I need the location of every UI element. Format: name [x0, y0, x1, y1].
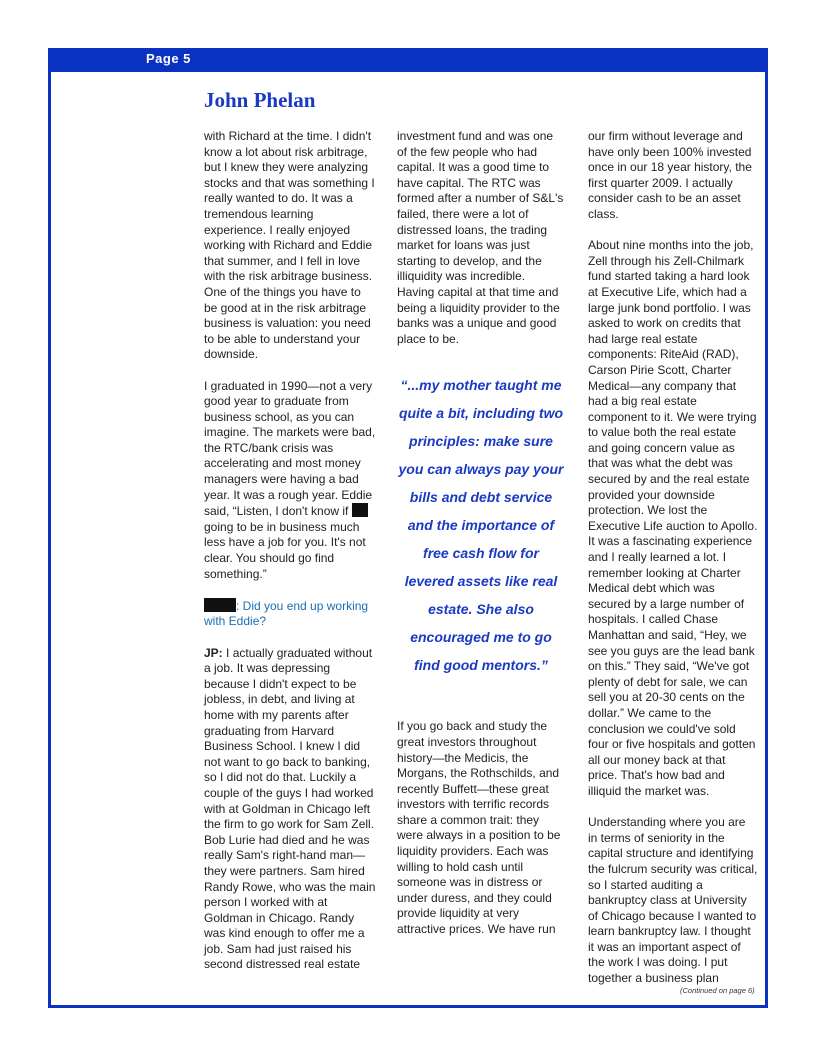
paragraph: If you go back and study the great investors throughout history—the Medicis, the Morgans, the Rothschilds, and recently Buffett—these great investors with terrific records share a common trait: they were always in a position to be liquidity providers. Each was willing to hold cash until someone was in distress or under duress, and they could provide liquidity at very attractive prices. We have run [397, 719, 561, 937]
speaker-label: JP: [204, 645, 223, 660]
question-colon: : [236, 598, 243, 613]
paragraph: Understanding where you are in terms of seniority in the capital structure and identifying the fulcrum security was critical, so I started auditing a bankruptcy class at University of Chicago because I wanted to learn bankruptcy law. I thought it was an important aspect of the work I was doing. I put together a business plan [588, 815, 758, 986]
page-number: Page 5 [146, 51, 191, 66]
paragraph: with Richard at the time. I didn't know a lot about risk arbitrage, but I knew they were analyzing stocks and that was something I really wanted to do. It was a tremendous learning experience. I really enjoyed working with Richard and Eddie that summer, and I fell in love with the risk arbitrage business. One of the things you have to be good at in the risk arbitrage business is valuation: you need to be able to understand your downside. [204, 129, 375, 362]
redaction-block [352, 503, 368, 517]
paragraph-text: going to be in business much less have a job for you. It's not clear. You should go find something.” [204, 519, 366, 581]
pull-quote: “...my mother taught me quite a bit, including two principles: make sure you can always pay your bills and debt service and the importance of free cash flow for levered assets like real estate. She also encouraged me to go find good mentors.” [398, 377, 564, 674]
question-text: Did you end up working with Eddie? [204, 598, 369, 629]
paragraph-text: I graduated in 1990—not a very good year to graduate from business school, as you can imagine. The markets were bad, the RTC/bank crisis was accelerating and most money managers were having a bad year. It was a rough year. Eddie said, “Listen, I don't know if [204, 378, 376, 519]
paragraph: our firm without leverage and have only been 100% invested once in our 18 year history, the first quarter 2009. I actually consider cash to be an asset class. [588, 129, 752, 221]
column-3 [588, 129, 758, 1002]
paragraph: investment fund and was one of the few people who had capital. It was a good time to have capital. The RTC was formed after a number of S&L's failed, there were a lot of distressed loans, the trading market for loans was just starting to develop, and the illiquidity was incredible. Having capital at that time and being a liquidity provider to the banks was a unique and good place to be. [397, 129, 564, 346]
interviewer-question [204, 598, 376, 630]
answer-paragraph [204, 646, 376, 973]
continued-note: (Continued on page 6) [680, 986, 755, 995]
paragraph: About nine months into the job, Zell through his Zell-Chilmark fund started taking a hard look at Executive Life, which had a large junk bond portfolio. I was asked to work on credits that had large real estate components: RiteAid (RAD), Carson Pirie Scott, Charter Medical—any company that had a big real estate component to it. We were trying to value both the real estate and going concern value as that was what the debt was secured by and the real estate provided your downside protection. We lost the Executive Life auction to Apollo. It was a fascinating experience and I really learned a lot. I remember looking at Charter Medical debt which was secured by a large number of hospitals. I called Chase Manhattan and said, “Hey, we see you guys are the lead bank on this.” They said, “We've got plenty of debt for sale, we can sell you at 20-30 cents on the dollar.” We came to the conclusion we could've sold four or five hospitals and gotten all our money back at that price. That's how bad and illiquid the market was. [588, 238, 758, 798]
redaction-block [204, 598, 236, 612]
column-1 [204, 129, 376, 989]
article-title: John Phelan [204, 88, 316, 112]
paragraph [204, 379, 376, 583]
column-2 [397, 129, 565, 953]
paragraph-text: I actually graduated without a job. It was depressing because I didn't expect to be jobless, in debt, and living at home with my parents after graduating from Harvard Business School. I knew I did not want to go back to banking, so I did not do that. Luckily a couple of the guys I had worked with at Goldman in Chicago left the firm to go work for Sam Zell. Bob Lurie had died and he was really Sam's right-hand man—they were partners. Sam hired Randy Rowe, who was the main person I worked with at Goldman in Chicago. Randy was kind enough to offer me a job. Sam had just raised his second distressed real estate [204, 645, 376, 972]
